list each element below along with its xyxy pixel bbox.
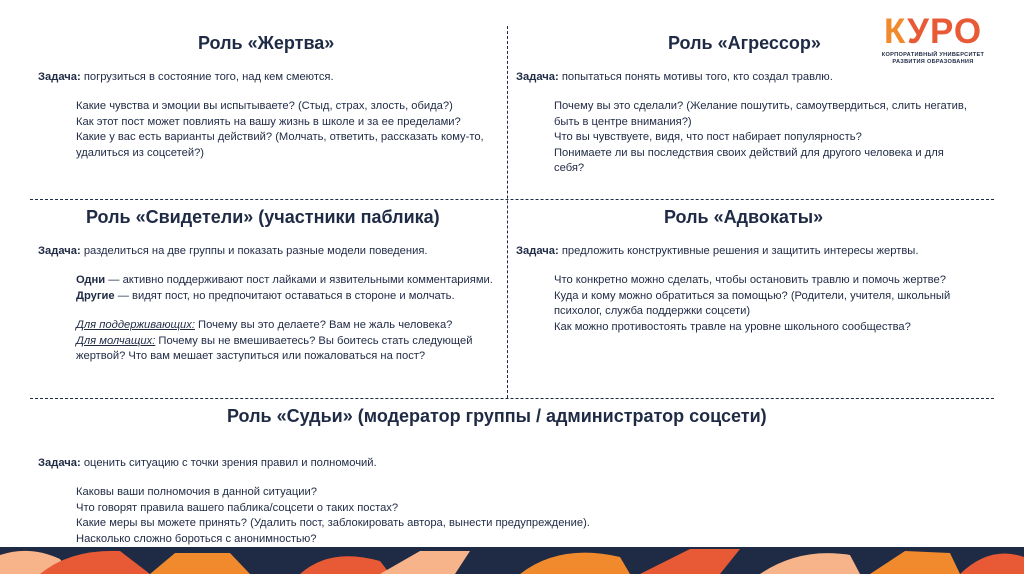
judges-question: Какие меры вы можете принять? (Удалить пост, заблокировать автора, вынести предупреждение). (76, 517, 590, 530)
advocates-block (516, 244, 976, 335)
victim-block (38, 70, 498, 161)
judges-question: Каковы ваши полномочия в данной ситуации? (76, 486, 317, 499)
advocates-question: Что конкретно можно сделать, чтобы остановить травлю и помочь жертве? (554, 274, 946, 287)
witnesses-title: Роль «Свидетели» (участники паблика) (86, 207, 440, 227)
kuro-logo (872, 14, 994, 66)
judges-question: Что говорят правила вашего паблика/соцсети о таких постах? (76, 501, 399, 514)
judges-title: Роль «Судьи» (модератор группы / администратор соцсети) (227, 406, 767, 426)
aggressor-title: Роль «Агрессор» (668, 33, 821, 53)
victim-question: Как этот пост может повлиять на вашу жизнь в школе и за ее пределами? (76, 115, 461, 128)
aggressor-question: Понимаете ли вы последствия своих действий для другого человека и для себя? (554, 146, 944, 175)
advocates-title: Роль «Адвокаты» (664, 207, 824, 227)
aggressor-question: Что вы чувствуете, видя, что пост набирает популярность? (554, 131, 862, 144)
victim-question: Какие чувства и эмоции вы испытываете? (Стыд, страх, злость, обида?) (76, 100, 453, 113)
witnesses-support-question: Для поддерживающих: Почему вы это делаете? Вам не жаль человека? (76, 319, 453, 332)
horizontal-divider-top (30, 199, 994, 200)
victim-task: Задача: погрузиться в состояние того, над кем смеются. (38, 71, 334, 83)
aggressor-task: Задача: попытаться понять мотивы того, кто создал травлю. (516, 71, 833, 83)
vertical-divider (507, 26, 508, 398)
advocates-question: Как можно противостоять травле на уровне школьного сообщества? (554, 320, 911, 333)
logo-wordmark: КУРО (883, 12, 983, 51)
horizontal-divider-bottom (30, 398, 994, 399)
advocates-question: Куда и кому можно обратиться за помощью? (Родители, учителя, школьный психолог, служба поддержки соцсети) (554, 289, 951, 318)
aggressor-question: Почему вы это сделали? (Желание пошутить, самоутвердиться, слить негатив, быть в центре внимания?) (554, 100, 967, 128)
witnesses-group-active: Одни — активно поддерживают пост лайками и язвительными комментариями. (76, 274, 493, 287)
aggressor-block (516, 70, 968, 176)
witnesses-block (38, 244, 498, 364)
logo-subtitle: КОРПОРАТИВНЫЙ УНИВЕРСИТЕТ РАЗВИТИЯ ОБРАЗОВАНИЯ (881, 52, 985, 65)
witnesses-silent-question: Для молчащих: Почему вы не вмешиваетесь? Вы боитесь стать следующей жертвой? Что вам мешает заступиться или пожаловаться на пост? (76, 334, 473, 363)
victim-question: Какие у вас есть варианты действий? (Молчать, ответить, рассказать кому-то, удалиться из соцсетей?) (76, 131, 484, 159)
advocates-task: Задача: предложить конструктивные решения и защитить интересы жертвы. (516, 245, 919, 257)
decorative-bottom-band (0, 547, 1024, 574)
judges-task: Задача: оценить ситуацию с точки зрения правил и полномочий. (38, 457, 377, 469)
judges-block (38, 456, 738, 547)
witnesses-group-passive: Другие — видят пост, но предпочитают оставаться в стороне и молчать. (76, 289, 455, 302)
witnesses-task: Задача: разделиться на две группы и показать разные модели поведения. (38, 245, 428, 257)
victim-title: Роль «Жертва» (198, 33, 335, 53)
judges-question: Насколько сложно бороться с анонимностью? (76, 532, 317, 545)
